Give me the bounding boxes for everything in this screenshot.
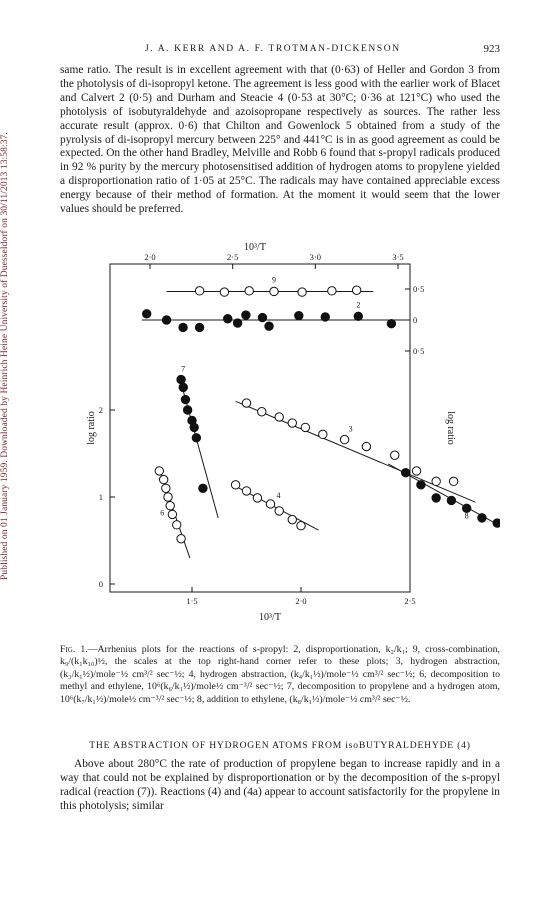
- data-point-4: [253, 494, 261, 502]
- data-point-6: [155, 467, 163, 475]
- data-point-3: [275, 413, 283, 421]
- series-label-6: 6: [160, 508, 165, 518]
- data-point-7: [179, 383, 187, 391]
- data-point-3: [449, 477, 457, 485]
- data-point-8: [493, 519, 500, 527]
- bottom-tick-label: 2·5: [404, 596, 416, 606]
- right-axis-label: log ratio: [445, 411, 456, 445]
- data-point-2: [195, 323, 203, 331]
- top-tick-label: 2·5: [226, 252, 239, 262]
- data-point-7: [192, 434, 200, 442]
- data-point-8: [417, 481, 425, 489]
- left-tick-label: 0: [98, 579, 103, 589]
- right-tick-label: 0·5: [413, 346, 425, 356]
- data-point-3: [362, 442, 370, 450]
- top-tick-label: 3·0: [309, 252, 322, 262]
- data-point-4: [275, 507, 283, 515]
- data-point-4: [231, 481, 239, 489]
- data-point-7: [181, 395, 189, 403]
- data-point-6: [173, 521, 181, 529]
- series-label-7: 7: [181, 364, 186, 374]
- data-point-3: [340, 435, 348, 443]
- data-point-9: [220, 288, 228, 296]
- series-label-3: 3: [348, 424, 353, 434]
- data-point-3: [432, 477, 440, 485]
- data-point-2: [179, 323, 187, 331]
- data-point-2: [265, 322, 273, 330]
- right-tick-label: 0·5: [413, 284, 425, 294]
- data-point-extra: [199, 484, 207, 492]
- data-point-9: [328, 287, 336, 295]
- bottom-tick-label: 1·5: [186, 596, 198, 606]
- running-header-authors: J. A. KERR AND A. F. TROTMAN-DICKENSON: [145, 44, 401, 54]
- data-point-3: [258, 408, 266, 416]
- arrhenius-plot: [80, 238, 500, 630]
- caption-label: Fig. 1.: [60, 644, 88, 655]
- data-point-4: [288, 515, 296, 523]
- data-point-6: [168, 510, 176, 518]
- figure-caption: [60, 644, 500, 706]
- data-point-9: [270, 287, 278, 295]
- data-point-9: [195, 287, 203, 295]
- data-point-4: [297, 522, 305, 530]
- data-point-6: [166, 502, 174, 510]
- data-point-2: [387, 320, 395, 328]
- data-point-8: [447, 496, 455, 504]
- data-point-2: [162, 316, 170, 324]
- data-point-7: [183, 406, 191, 414]
- data-point-8: [478, 514, 486, 522]
- data-point-2: [233, 319, 241, 327]
- data-point-2: [224, 315, 232, 323]
- bottom-tick-label: 2·0: [295, 596, 307, 606]
- series-label-4: 4: [276, 490, 281, 500]
- fit-line-3: [236, 401, 476, 502]
- data-point-3: [391, 451, 399, 459]
- series-label-9: 9: [272, 275, 276, 285]
- plot-frame: [110, 264, 410, 592]
- top-tick-label: 2·0: [144, 252, 156, 262]
- data-point-7: [177, 375, 185, 383]
- data-point-6: [159, 475, 167, 483]
- data-point-4: [242, 487, 250, 495]
- section-heading: THE ABSTRACTION OF HYDROGEN ATOMS FROM isoBUTYRALDEHYDE (4): [89, 740, 471, 751]
- right-tick-label: 0: [413, 315, 418, 325]
- data-point-2: [321, 313, 329, 321]
- data-point-7: [190, 423, 198, 431]
- page-number: 923: [483, 43, 500, 55]
- data-point-3: [301, 423, 309, 431]
- data-point-8: [401, 468, 409, 476]
- top-tick-label: 3·5: [392, 252, 404, 262]
- data-point-3: [319, 430, 327, 438]
- body-paragraph-1: same ratio. The result is in excellent agreement with that (0·63) of Heller and Gordon 3 from the photolysis of di-isopropyl ketone. The agreement is less good with the earlier work of Blacet and Calvert 2 (0·5) and Durham and Steacie 4 (0·53 at 30°C; 0·36 at 121°C) who used the photolysis of isobutyraldehyde and azoisopropane respectively as sources. The rather less accurate result (approx. 0·6) that Chilton and Gowenlock 5 obtained from a study of the pyrolysis of di-isopropyl mercury between 225° and 441°C is in as good agreement as could be expected. On the other hand Bradley, Melville and Robb 6 found that s-propyl radicals produced in 92 % purity by the mercury photosensitised addition of hydrogen atoms to propylene yielded a disproportionation ratio of 1·05 at 25°C. The radicals may have contained appreciable excess energy because of their method of formation. At the moment it would seem that the lower values should be preferred.: [60, 64, 500, 216]
- data-point-9: [352, 286, 360, 294]
- series-label-2: 2: [356, 300, 361, 310]
- data-point-3: [288, 419, 296, 427]
- data-point-2: [242, 311, 250, 319]
- data-point-4: [266, 500, 274, 508]
- data-point-6: [162, 484, 170, 492]
- top-axis-label: 10³/T: [244, 242, 266, 253]
- data-point-2: [142, 310, 150, 318]
- data-point-2: [295, 311, 303, 319]
- data-point-9: [298, 288, 306, 296]
- left-tick-label: 1: [98, 492, 103, 502]
- download-watermark: [0, 0, 12, 912]
- data-point-6: [177, 535, 185, 543]
- data-point-2: [354, 312, 362, 320]
- left-tick-label: 2: [98, 405, 103, 415]
- bottom-axis-label: 10³/T: [259, 612, 281, 623]
- data-point-8: [432, 494, 440, 502]
- left-axis-label: log ratio: [86, 411, 97, 445]
- running-header: [60, 44, 500, 58]
- data-point-3: [242, 399, 250, 407]
- data-point-9: [245, 287, 253, 295]
- arrhenius-figure: [80, 238, 500, 630]
- watermark-text: Published on 01 January 1959. Downloaded by Heinrich Heine University of Duesseldorf on 30/11/2013 13:58:37.: [0, 132, 10, 580]
- data-point-6: [164, 493, 172, 501]
- series-label-8: 8: [464, 511, 469, 521]
- data-point-3: [412, 467, 420, 475]
- data-point-2: [258, 313, 266, 321]
- caption-text: —Arrhenius plots for the reactions of s-propyl: 2, disproportionation, k₂/k₁; 9, cross-combination, k₉/(k₁k₁₀)½, the scales at the top right-hand corner refer to these plots; 3, hydrogen abstraction, (k₃/k₁½)/mole⁻½ cm³/² sec⁻½; 4, hydrogen abstraction, (k₄/k₁½)/mole⁻½ cm³/² sec⁻½; 6, decomposition to methyl and ethylene, 10⁶(k₆/k₁½)/mole½ cm⁻³/² sec⁻½; 7, decomposition to propylene and a hydrogen atom, 10⁶(k₇/k₁½)/mole½ cm⁻³/² sec⁻½; 8, addition to ethylene, (k₈/k₁½)/mole⁻½ cm³/² sec⁻½.: [60, 644, 500, 705]
- body-paragraph-2: Above about 280°C the rate of production of propylene began to increase rapidly and in a way that could not be explained by disproportionation or by the decomposition of the s-propyl radical (reaction (7)). Reactions (4) and (4a) appear to account satisfactorily for the propylene in this photolysis; similar: [60, 758, 500, 812]
